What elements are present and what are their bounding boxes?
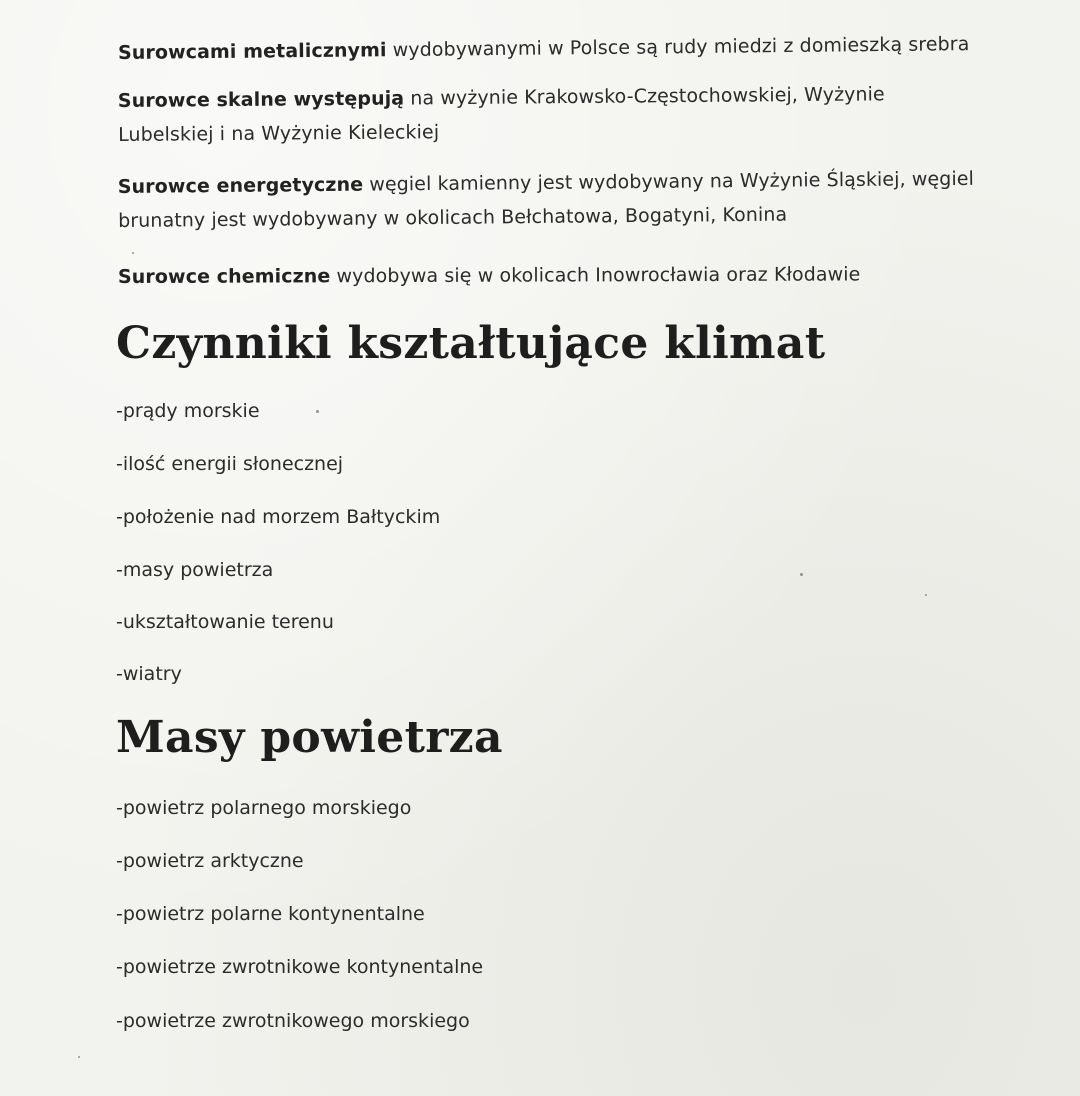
paragraph-text: wydobywa się w okolicach Inowrocławia oraz Kłodawie <box>330 263 861 288</box>
paragraph-bold-lead: Surowce chemiczne <box>117 265 331 288</box>
paragraph-bold-lead: Surowce skalne występują <box>117 87 405 113</box>
list-item: -powietrz polarnego morskiego <box>116 797 412 819</box>
list-item: -powietrze zwrotnikowe kontynentalne <box>116 956 484 978</box>
scan-speck <box>925 594 927 596</box>
paragraph-energy-resources <box>118 162 975 238</box>
list-item: -wiatry <box>116 663 182 685</box>
paragraph-line <box>118 27 970 70</box>
scan-speck <box>800 573 803 576</box>
list-item: -powietrz arktyczne <box>116 850 304 872</box>
scan-speck <box>132 252 134 254</box>
paragraph-rock-resources <box>118 77 886 152</box>
paragraph-text: wydobywanymi w Polsce są rudy miedzi z domieszką srebra <box>386 33 970 62</box>
list-item: -ilość energii słonecznej <box>116 453 344 475</box>
paragraph-text: węgiel kamienny jest wydobywany na Wyżynie Śląskiej, węgiel <box>363 167 975 196</box>
scan-speck <box>316 410 319 413</box>
paragraph-metallic-resources <box>118 27 970 70</box>
paragraph-bold-lead: Surowce energetyczne <box>117 173 364 199</box>
paragraph-bold-lead: Surowcami metalicznymi <box>117 39 387 64</box>
paragraph-chemical-resources <box>118 257 861 294</box>
list-item: -prądy morskie <box>116 400 260 422</box>
list-item: -położenie nad morzem Bałtyckim <box>116 506 441 528</box>
paragraph-text: na wyżynie Krakowsko-Częstochowskiej, Wyżynie <box>404 83 885 110</box>
paragraph-line-2: brunatny jest wydobywany w okolicach Bełchatowa, Bogatyni, Konina <box>118 203 788 232</box>
list-item: -powietrze zwrotnikowego morskiego <box>116 1010 470 1032</box>
heading-air-masses: Masy powietrza <box>116 712 503 763</box>
heading-climate-factors: Czynniki kształtujące klimat <box>116 318 826 369</box>
list-item: -masy powietrza <box>116 559 274 581</box>
paragraph-line <box>118 257 861 294</box>
paragraph-line <box>118 77 885 118</box>
paragraph-line-2: Lubelskiej i na Wyżynie Kieleckiej <box>118 121 440 146</box>
scan-speck <box>78 1056 80 1058</box>
list-item: -ukształtowanie terenu <box>116 611 334 633</box>
list-item: -powietrz polarne kontynentalne <box>116 903 425 925</box>
